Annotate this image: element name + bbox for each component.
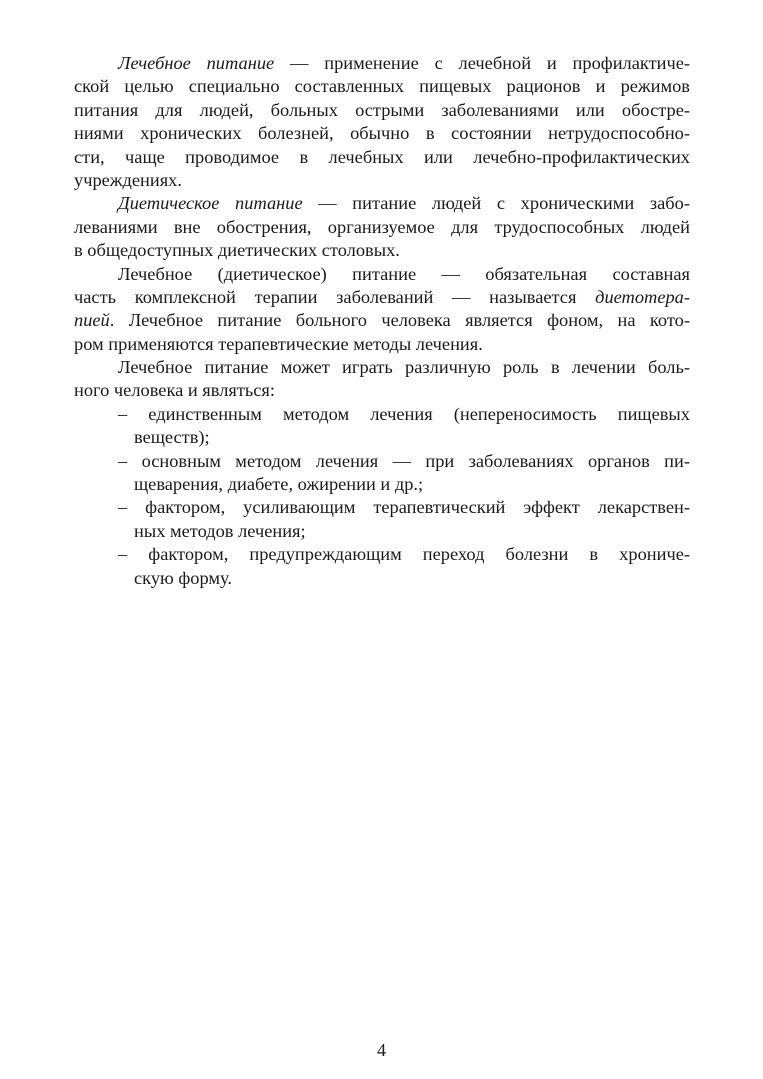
text-line: Диетическое питание — питание людей с хроническими забо-: [118, 193, 690, 214]
page-body: [74, 52, 690, 590]
text-line: ниями хронических болезней, обычно в состоянии нетрудоспособно-: [74, 123, 690, 144]
roles-list: [74, 403, 690, 590]
text-line: Лечебное питание — применение с лечебной и профилактиче-: [118, 53, 690, 73]
text-line: учреждениях.: [74, 169, 182, 190]
text-line: часть комплексной терапии заболеваний — называется диетотера-: [74, 286, 690, 307]
text-line: Лечебное питание может играть различную роль в лечении боль-: [118, 357, 690, 378]
text-line: – единственным методом лечения (непереносимость пищевых: [118, 403, 690, 424]
list-item: [74, 403, 690, 450]
text-line: веществ);: [134, 427, 210, 448]
term-diet-therapy: диетотера-: [595, 286, 690, 307]
text-line: ской целью специально составленных пищевых рационов и режимов: [74, 76, 690, 97]
term-dietary-nutrition: Диетическое питание: [118, 193, 303, 214]
text-line: леваниями вне обострения, организуемое для трудоспособных людей: [74, 216, 690, 237]
paragraph-medical-nutrition: [74, 52, 690, 192]
list-item: [74, 450, 690, 497]
text-line: ром применяются терапевтические методы лечения.: [74, 333, 483, 354]
text-line: питания для людей, больных острыми заболеваниями или обостре-: [74, 99, 690, 120]
text-line: – основным методом лечения — при заболеваниях органов пи-: [118, 450, 690, 471]
text-line: в общедоступных диетических столовых.: [74, 240, 400, 261]
text-line: ных методов лечения;: [134, 520, 306, 541]
text-line: ного человека и являться:: [74, 380, 275, 401]
text-line: Лечебное (диетическое) питание — обязательная составная: [118, 263, 690, 284]
paragraph-dietary-nutrition: [74, 192, 690, 262]
page-number: 4: [376, 1040, 387, 1060]
text-line: – фактором, усиливающим терапевтический эффект лекарствен-: [118, 497, 690, 518]
list-item: [74, 543, 690, 590]
paragraph-roles: [74, 356, 690, 403]
text-line: – фактором, предупреждающим переход болезни в хрониче-: [118, 544, 690, 565]
text-line: щеварения, диабете, ожирении и др.;: [134, 474, 424, 495]
list-item: [74, 496, 690, 543]
text-line: скую форму.: [134, 567, 232, 588]
term-medical-nutrition: Лечебное питание: [118, 53, 275, 73]
term-diet-therapy-end: пией: [74, 310, 110, 331]
text-line: сти, чаще проводимое в лечебных или лечебно-профилактических: [74, 146, 690, 167]
paragraph-diet-therapy: [74, 263, 690, 357]
text-line: пией. Лечебное питание больного человека является фоном, на кото-: [74, 310, 690, 331]
